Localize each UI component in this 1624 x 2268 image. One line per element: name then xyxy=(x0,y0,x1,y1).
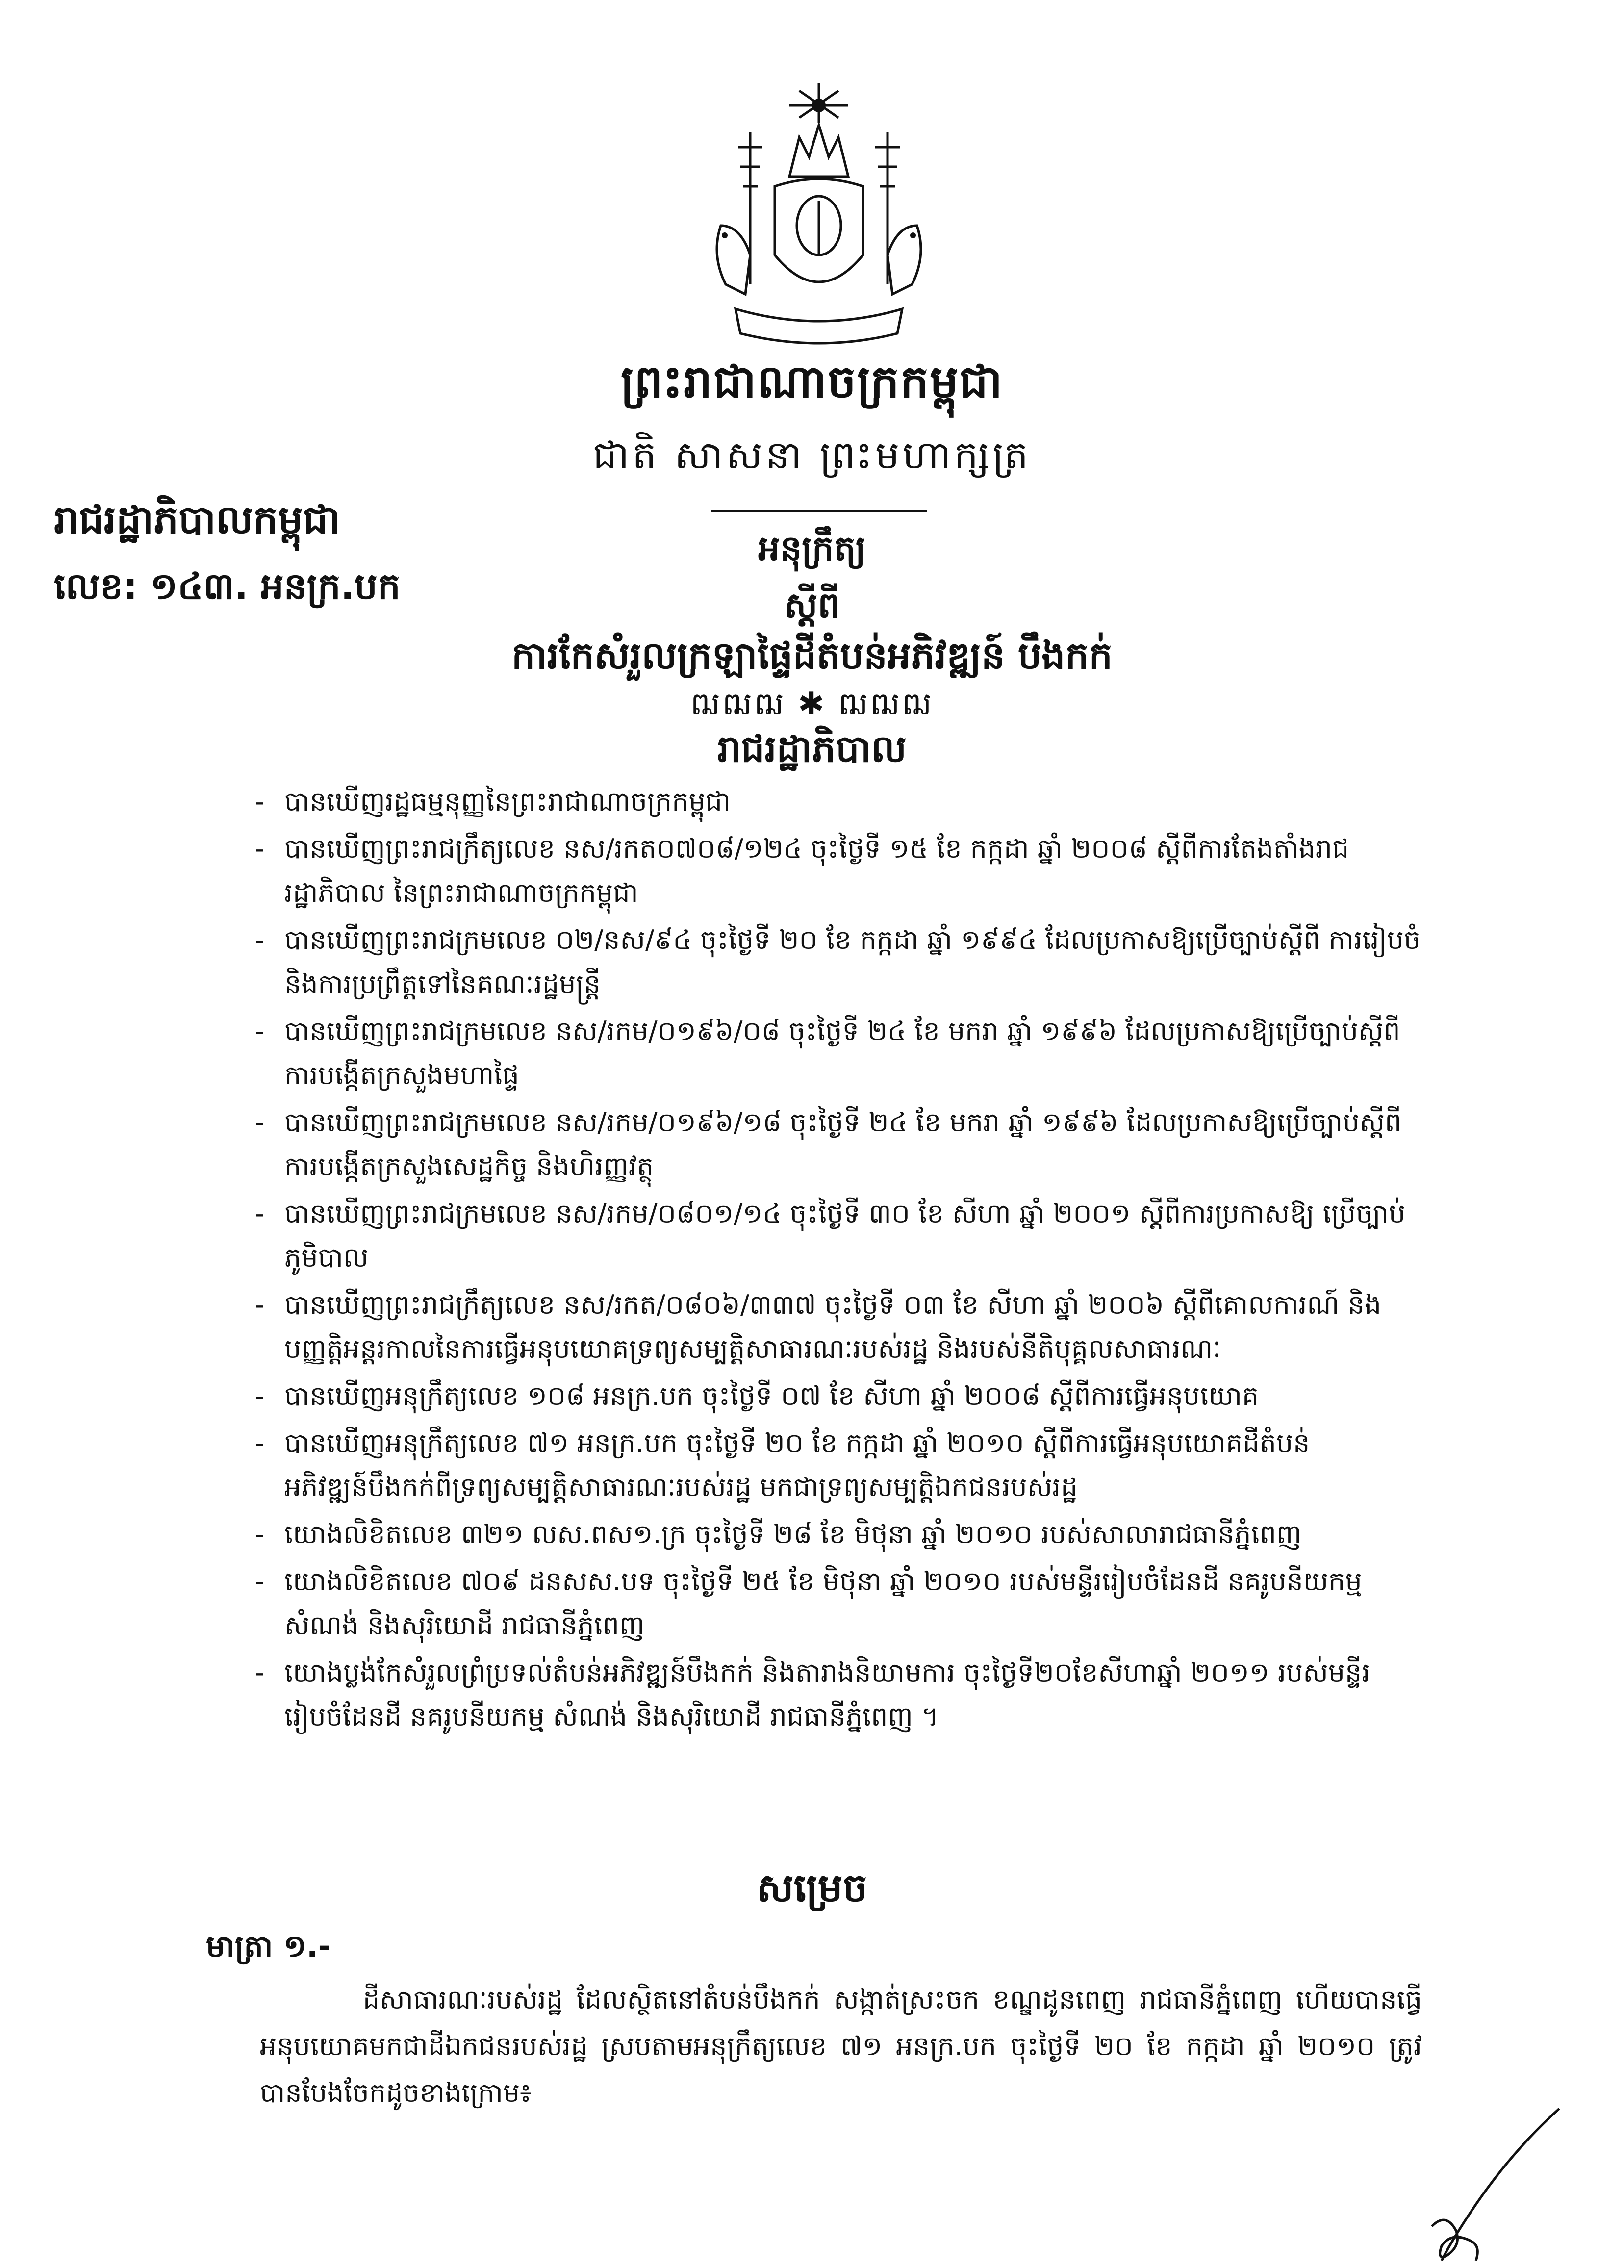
list-item: - បានឃើញព្រះរាជក្រមលេខ នស/រកម/០១៩៦/០៨ ចុះថ្ងៃទី ២៤ ខែ មករា ឆ្នាំ ១៩៩៦ ដែលប្រកាសឱ្យប្រើច្បាប់ស្តីពីការបង្កើតក្រសួងមហាផ្ទៃ xyxy=(255,1009,1422,1097)
royal-emblem-icon xyxy=(691,78,946,353)
list-item: - យោងប្លង់កែសំរួលព្រំប្រទល់តំបន់អភិវឌ្ឍន៍បឹងកក់ និងតារាងនិយាមការ ចុះថ្ងៃទី២០ខែសីហាឆ្នាំ ២០១១ របស់មន្ទីររៀបចំដែនដី នគរូបនីយកម្ម សំណង់ និងសុរិយោដី រាជធានីភ្នំពេញ ។ xyxy=(255,1651,1422,1739)
list-item: - បានឃើញព្រះរាជក្រមលេខ ០២/នស/៩៤ ចុះថ្ងៃទី ២០ ខែ កក្កដា ឆ្នាំ ១៩៩៤ ដែលប្រកាសឱ្យប្រើច្បាប់ស្តីពី ការរៀបចំ និងការប្រព្រឹត្តទៅនៃគណៈរដ្ឋមន្ត្រី xyxy=(255,918,1422,1006)
list-item: - បានឃើញព្រះរាជក្រមលេខ នស/រកម/០១៩៦/១៨ ចុះថ្ងៃទី ២៤ ខែ មករា ឆ្នាំ ១៩៩៦ ដែលប្រកាសឱ្យប្រើច្បាប់ស្តីពីការបង្កើតក្រសួងសេដ្ឋកិច្ច និងហិរញ្ញវត្ថុ xyxy=(255,1100,1422,1189)
list-item: - បានឃើញអនុក្រឹត្យលេខ ១០៨ អនក្រ.បក ចុះថ្ងៃទី ០៧ ខែ សីហា ឆ្នាំ ២០០៨ ស្តីពីការធ្វើអនុបយោគ xyxy=(255,1374,1422,1418)
handwritten-signature-icon xyxy=(1412,2099,1569,2266)
considerations-list xyxy=(255,780,1422,1742)
issuer-heading: រាជរដ្ឋាភិបាល xyxy=(717,727,907,770)
issuing-government: រាជរដ្ឋាភិបាលកម្ពុជា xyxy=(54,497,340,542)
decree-type: អនុក្រឹត្យ xyxy=(758,528,866,568)
list-item: - បានឃើញព្រះរាជក្រមលេខ នស/រកម/០៨០១/១៤ ចុះថ្ងៃទី ៣០ ខែ សីហា ឆ្នាំ ២០០១ ស្តីពីការប្រកាសឱ្យ ប្រើច្បាប់ភូមិបាល xyxy=(255,1192,1422,1280)
decree-subject: ការកែសំរួលក្រឡាផ្ទៃដីតំបន់អភិវឌ្ឍន៍ បឹងកក់ xyxy=(511,634,1113,677)
kingdom-title: ព្រះរាជាណាចក្រកម្ពុជា xyxy=(620,356,1004,408)
list-item: - យោងលិខិតលេខ ៧០៩ ដនសស.បទ ចុះថ្ងៃទី ២៥ ខែ មិថុនា ឆ្នាំ ២០១០ របស់មន្ទីររៀបចំដែនដី នគរូបនីយកម្ម សំណង់ និងសុរិយោដី រាជធានីភ្នំពេញ xyxy=(255,1559,1422,1648)
list-item: - បានឃើញព្រះរាជក្រឹត្យលេខ នស/រកត/០៨០៦/៣៣៧ ចុះថ្ងៃទី ០៣ ខែ សីហា ឆ្នាំ ២០០៦ ស្តីពីគោលការណ៍ និងបញ្ញត្តិអន្តរកាលនៃការធ្វើអនុបយោគទ្រព្យសម្បត្តិសាធារណៈរបស់រដ្ឋ និងរបស់នីតិបុគ្គលសាធារណៈ xyxy=(255,1283,1422,1371)
article-1-body: ដីសាធារណៈរបស់រដ្ឋ ដែលស្ថិតនៅតំបន់បឹងកក់ សង្កាត់ស្រះចក ខណ្ឌដូនពេញ រាជធានីភ្នំពេញ ហើយបានធ្វើអនុបយោគមកជាដីឯកជនរបស់រដ្ឋ ស្របតាមអនុក្រឹត្យលេខ ៧១ អនក្រ.បក ចុះថ្ងៃទី ២០ ខែ កក្កដា ឆ្នាំ ២០១០ ត្រូវបានបែងចែកដូចខាងក្រោម៖ xyxy=(260,1984,1422,2108)
list-item: - យោងលិខិតលេខ ៣២១ លស.ពស១.ក្រ ចុះថ្ងៃទី ២៨ ខែ មិថុនា ឆ្នាំ ២០១០ របស់សាលារាជធានីភ្នំពេញ xyxy=(255,1512,1422,1556)
national-motto: ជាតិ សាសនា ព្រះមហាក្សត្រ xyxy=(593,433,1031,478)
list-item: - បានឃើញអនុក្រឹត្យលេខ ៧១ អនក្រ.បក ចុះថ្ងៃទី ២០ ខែ កក្កដា ឆ្នាំ ២០១០ ស្តីពីការធ្វើអនុបយោគដីតំបន់ អភិវឌ្ឍន៍បឹងកក់ពីទ្រព្យសម្បត្តិសាធារណៈរបស់រដ្ឋ មកជាទ្រព្យសម្បត្តិឯកជនរបស់រដ្ឋ xyxy=(255,1421,1422,1509)
motto-divider xyxy=(711,510,927,512)
document-number: លេខ: ១៤៣. អនក្រ.បក xyxy=(54,565,401,608)
title-ornament: ឍឍឍ ✱ ឍឍឍ xyxy=(690,686,934,722)
list-item: - បានឃើញរដ្ឋធម្មនុញ្ញនៃព្រះរាជាណាចក្រកម្ពុជា xyxy=(255,780,1422,824)
decision-heading: សម្រេច xyxy=(756,1865,868,1911)
article-1-title: មាត្រា ១.- xyxy=(206,1928,331,1964)
decree-about: ស្តីពី xyxy=(784,585,840,626)
list-item: - បានឃើញព្រះរាជក្រឹត្យលេខ នស/រកត០៧០៨/១២៤ ចុះថ្ងៃទី ១៥ ខែ កក្កដា ឆ្នាំ ២០០៨ ស្តីពីការតែងតាំងរាជរដ្ឋាភិបាល នៃព្រះរាជាណាចក្រកម្ពុជា xyxy=(255,827,1422,915)
